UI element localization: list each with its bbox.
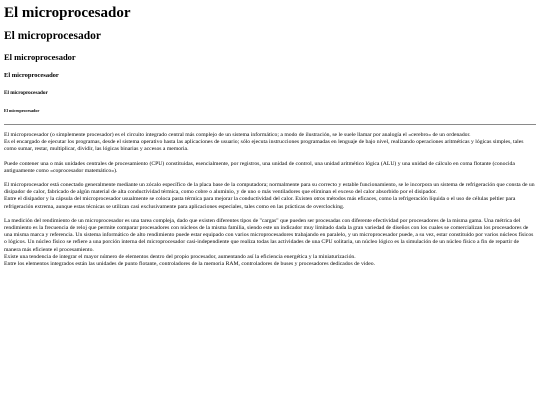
heading-level-3: El microprocesador xyxy=(4,52,76,62)
heading-level-5: El microprocesador xyxy=(4,90,48,96)
heading-level-2: El microprocesador xyxy=(4,30,101,42)
paragraph-cpu-units xyxy=(4,161,536,175)
paragraph-line: Entre el disipador y la cápsula del microprocesador usualmente se coloca pasta térmica para mejorar la conductividad del calor. Existen otros métodos más eficaces, como la refrigeración líquida o el uso de células peltier para refrigeración extrema, aunque estas técnicas se utilizan casi exclusivamente para aplicaciones especiales, tales como en las prácticas de overclocking. xyxy=(4,196,516,210)
paragraph-line: La medición del rendimiento de un microprocesador es una tarea compleja, dado que existen diferentes tipos de "cargas" que pueden ser procesadas con diferente efectividad por procesadores de la misma gama. Una métrica del rendimiento es la frecuencia de reloj que permite comparar procesadores con núcleos de la misma familia, siendo este un indicador muy limitado dada la gran variedad de diseños con los cuales se comercializan los procesadores de una misma marca y referencia. Un sistema informático de alto rendimiento puede estar equipado con varios microprocesadores trabajando en paralelo, y un microprocesador puede, a su vez, estar constituido por varios núcleos físicos o lógicos. Un núcleo físico se refiere a una porción interna del microprocesador casi-independiente que realiza todas las actividades de una CPU solitaria, un núcleo lógico es la simulación de un núcleo físico a fin de repartir de manera más eficiente el procesamiento. xyxy=(4,217,534,253)
paragraph-line: Existe una tendencia de integrar el mayor número de elementos dentro del propio procesador, aumentando así la eficiencia energética y la miniaturización. xyxy=(4,253,356,260)
paragraph-intro xyxy=(4,132,536,154)
paragraph-line: Entre los elementos integrados están las unidades de punto flotante, controladores de la memoria RAM, controladores de buses y procesadores dedicados de video. xyxy=(4,261,376,268)
paragraph-cooling xyxy=(4,182,536,211)
paragraph-line: El microprocesador está conectado generalmente mediante un zócalo específico de la placa base de la computadora; normalmente para su correcto y estable funcionamiento, se le incorpora un sistema de refrigeración que consta de un disipador de calor, fabricado de algún material de alta conductividad térmica, como cobre o aluminio, y de uno o más ventiladores que eliminan el exceso del calor absorbido por el disipador. xyxy=(4,182,535,196)
heading-level-1: El microprocesador xyxy=(4,5,131,21)
horizontal-divider xyxy=(4,124,536,125)
paragraph-line: El microprocesador (o simplemente procesador) es el circuito integrado central más complejo de un sistema informático; a modo de ilustración, se le suele llamar por analogía el «cerebro» de un ordenador. xyxy=(4,132,471,138)
paragraph-line: Es el encargado de ejecutar los programas, desde el sistema operativo hasta las aplicaciones de usuario; sólo ejecuta instrucciones programadas en lenguaje de bajo nivel, realizando operaciones aritméticas y lógicas simples, tales como sumar, restar, multiplicar, dividir, las lógicas binarias y accesos a memoria. xyxy=(4,139,524,153)
paragraph-performance xyxy=(4,218,536,268)
heading-level-6: El microprocesador xyxy=(4,108,40,113)
heading-level-4: El microprocesador xyxy=(4,72,59,79)
paragraph-line: Puede contener una o más unidades centrales de procesamiento (CPU) constituidas, esencialmente, por registros, una unidad de control, una unidad aritmético lógica (ALU) y una unidad de cálculo en coma flotante (conocida antiguamente como «coprocesador matemático»). xyxy=(4,160,515,174)
